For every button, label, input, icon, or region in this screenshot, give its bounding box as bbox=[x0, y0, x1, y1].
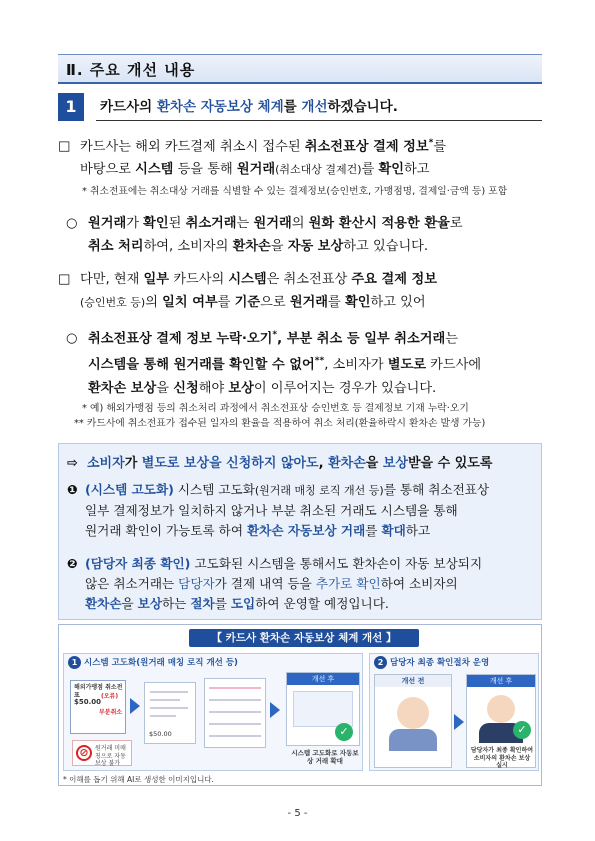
text-highlight: 보상 bbox=[137, 596, 163, 611]
text-bold: 원거래 bbox=[289, 295, 329, 310]
text-highlight: 담당자 bbox=[178, 576, 215, 591]
text: 로 bbox=[449, 216, 463, 231]
receipt-amount: $50.00 bbox=[149, 730, 172, 738]
text-bold: 원거래 bbox=[88, 216, 127, 231]
text: 않은 취소거래는 bbox=[85, 576, 179, 591]
text-bold: 원화 환산시 적용한 환율 bbox=[308, 216, 450, 231]
text: 을 bbox=[270, 239, 288, 254]
illustration-caption: * 이해를 돕기 위해 AI로 생성한 이미지입니다. bbox=[63, 775, 214, 784]
after-label: 개선 후 bbox=[467, 675, 535, 687]
text-small: (원거래 매칭 로직 개선 등) bbox=[254, 484, 384, 497]
text: 카드사에 bbox=[425, 357, 482, 373]
after-panel bbox=[286, 672, 360, 746]
right-panel bbox=[369, 653, 539, 771]
text-bold: 시스템 bbox=[228, 272, 267, 287]
text: 하여 운영할 예정입니다. bbox=[255, 596, 389, 611]
number-1-icon: ❶ bbox=[67, 482, 78, 497]
text: 된 bbox=[168, 216, 186, 231]
text: 을 bbox=[156, 380, 174, 396]
text: , bbox=[318, 456, 329, 471]
arrow-right-icon bbox=[454, 714, 464, 730]
text-highlight: 환차손 bbox=[85, 596, 122, 611]
slip-error: (오류) bbox=[101, 693, 119, 700]
text: 를 통해 취소전표상 bbox=[383, 482, 490, 497]
text: 일부 결제정보가 일치하지 않거나 부분 취소된 거래도 시스템을 통해 bbox=[85, 503, 458, 518]
text-highlight: 추가로 확인 bbox=[315, 576, 381, 591]
mismatch-text: 원거래 미매칭으로 자동보상 불가 bbox=[95, 745, 126, 767]
text-highlight: 환차손 bbox=[328, 456, 366, 471]
text-highlight: 보상 bbox=[382, 456, 408, 471]
text: 바탕으로 bbox=[80, 162, 136, 178]
after-label: 개선 후 bbox=[287, 673, 359, 685]
text-small: (승인번호 등) bbox=[80, 296, 146, 309]
text: 등을 통해 bbox=[173, 162, 237, 178]
text: 는 bbox=[236, 216, 254, 231]
text-bold: 원거래 bbox=[253, 216, 292, 231]
text-highlight: 도입 bbox=[230, 596, 256, 611]
subsection-header bbox=[58, 93, 542, 121]
section-header bbox=[58, 54, 542, 84]
subsection-number: 1 bbox=[58, 93, 84, 121]
text-highlight: 확대 bbox=[381, 523, 406, 538]
text: 원거래 확인이 가능토록 하여 bbox=[85, 523, 247, 538]
text: 을 bbox=[121, 596, 138, 611]
after-panel-2 bbox=[466, 674, 536, 768]
text-bold: 취소전표상 결제 정보 누락·오기 bbox=[88, 331, 273, 347]
subsection-title-highlight: 개선 bbox=[301, 99, 328, 115]
text: 하고 bbox=[404, 162, 430, 178]
text: 이 이루어지는 경우가 있습니다. bbox=[253, 380, 437, 396]
text-bold: 보상 bbox=[228, 380, 254, 396]
left-panel-head bbox=[64, 654, 362, 670]
text-bold: 원거래 bbox=[236, 162, 276, 178]
right-caption: 담당자가 최종 확인하여 소비자의 환차손 보상 실시 bbox=[470, 747, 534, 769]
footnote-mark: ** bbox=[314, 356, 325, 367]
text: 를 bbox=[328, 295, 345, 310]
text: 의 bbox=[291, 216, 309, 231]
left-caption: 시스템 고도화로 자동보상 거래 확대 bbox=[291, 749, 359, 765]
panel-title: 담당자 최종 확인절차 운영 bbox=[390, 658, 490, 668]
text: 가 bbox=[126, 216, 144, 231]
text: 하여, 소비자의 bbox=[143, 239, 233, 254]
before-label: 개선 전 bbox=[375, 675, 451, 687]
text-bold: 신청 bbox=[173, 380, 199, 396]
slip-card bbox=[70, 680, 126, 734]
page-number: - 5 - bbox=[287, 808, 308, 819]
text-bold: 확인 bbox=[143, 216, 169, 231]
text-bold: 시스템을 통해 원거래를 확인할 수 없어 bbox=[88, 357, 315, 373]
text-bold: 일부 bbox=[143, 272, 170, 287]
text: 의 bbox=[145, 295, 163, 310]
text-bold: 환차손 bbox=[232, 239, 271, 254]
text: 를 bbox=[361, 162, 379, 178]
footnote-3: ** 카드사에 취소전표가 접수된 일자의 환율을 적용하여 취소 처리(환율하락시 환차손 발생 가능) bbox=[74, 418, 486, 429]
text: 를 bbox=[214, 596, 231, 611]
text-bold: 자동 보상 bbox=[287, 239, 344, 254]
text: 고도화된 시스템을 통해서도 환차손이 자동 보상되지 bbox=[190, 556, 483, 571]
text: 가 결제 내역 등을 bbox=[214, 576, 316, 591]
text: 시스템 고도화 bbox=[173, 482, 255, 497]
text-bold: 취소거래 bbox=[185, 216, 237, 231]
text-highlight: 별도로 보상을 신청하지 않아도 bbox=[141, 456, 319, 471]
left-panel bbox=[63, 653, 363, 771]
circle-bullet: ○ bbox=[66, 216, 78, 231]
text: 를 bbox=[365, 523, 382, 538]
text-bold: 주요 결제 정보 bbox=[351, 272, 438, 287]
footnote-mark: * bbox=[428, 138, 434, 148]
square-bullet: □ bbox=[58, 272, 71, 287]
text: 는 bbox=[445, 331, 458, 347]
text: 하고 있어 bbox=[370, 295, 426, 310]
paragraph-2 bbox=[58, 212, 542, 258]
footnote-mark: * bbox=[272, 330, 278, 340]
circle-bullet: ○ bbox=[66, 331, 78, 347]
check-icon: ✓ bbox=[335, 723, 353, 741]
square-bullet: □ bbox=[58, 139, 71, 155]
illustration bbox=[58, 624, 542, 786]
text-bold: 기준 bbox=[234, 295, 261, 310]
section-title: Ⅱ. 주요 개선 내용 bbox=[66, 61, 196, 79]
paragraph-4 bbox=[58, 324, 542, 400]
text: 으로 bbox=[260, 295, 290, 310]
text: 카드사는 해외 카드결제 취소시 접수된 bbox=[80, 139, 305, 155]
number-2-icon: ❷ bbox=[67, 556, 78, 571]
arrow-right-icon bbox=[130, 698, 140, 714]
receipt-card bbox=[144, 682, 196, 744]
subsection-title-part: 를 bbox=[283, 99, 302, 115]
slip-title: 해외가맹점 취소전표 bbox=[74, 684, 123, 699]
box-heading bbox=[67, 452, 492, 471]
text-bold: 일치 여부 bbox=[162, 295, 218, 310]
panel-number: 1 bbox=[68, 656, 81, 669]
panel-number: 2 bbox=[374, 656, 387, 669]
text: , 소비자가 bbox=[324, 357, 388, 373]
text-highlight: (담당자 최종 확인) bbox=[85, 556, 191, 571]
matching-table bbox=[204, 678, 266, 748]
subsection-title-highlight: 환차손 자동보상 체계 bbox=[156, 99, 284, 115]
text: 다만, 현재 bbox=[80, 272, 144, 287]
text: 을 bbox=[365, 456, 383, 471]
text: 하여 소비자의 bbox=[380, 576, 458, 591]
subsection-title bbox=[96, 95, 542, 121]
text-bold: 취소전표상 결제 정보 bbox=[304, 139, 429, 155]
slip-amount: $50.00 bbox=[74, 698, 102, 706]
subsection-title-part: 카드사의 bbox=[100, 99, 157, 115]
text-highlight: 소비자 bbox=[87, 456, 125, 471]
text-bold: 확인 bbox=[378, 162, 405, 178]
footnote-2: * 예) 해외가맹점 등의 취소처리 과정에서 취소전표상 승인번호 등 결제정보 기재 누락·오기 bbox=[82, 403, 469, 414]
box-item-2 bbox=[67, 554, 535, 614]
text: 카드사의 bbox=[169, 272, 229, 287]
text: 해야 bbox=[198, 380, 229, 396]
box-item-1 bbox=[67, 480, 535, 541]
text: 가 bbox=[124, 456, 142, 471]
text-bold: 취소 처리 bbox=[88, 239, 144, 254]
text: 받을 수 있도록 bbox=[408, 456, 493, 471]
text: 를 bbox=[217, 295, 235, 310]
paragraph-1 bbox=[58, 132, 542, 181]
text-bold: 별도로 bbox=[387, 357, 426, 373]
right-panel-head bbox=[370, 654, 538, 670]
person-icon bbox=[397, 697, 429, 729]
text-bold: 환차손 보상 bbox=[88, 380, 157, 396]
text-small: (취소대상 결제건) bbox=[275, 163, 362, 177]
slip-partial: 부분취소 bbox=[99, 709, 123, 716]
staff-icon bbox=[487, 695, 515, 723]
arrow-right-icon bbox=[270, 702, 280, 718]
paragraph-3 bbox=[58, 268, 542, 314]
text-bold: 시스템 bbox=[135, 162, 174, 178]
text: 하는 bbox=[162, 596, 191, 611]
prohibit-icon: ⊘ bbox=[76, 745, 92, 761]
improvement-box bbox=[58, 443, 542, 620]
subsection-title-part: 하겠습니다. bbox=[327, 99, 398, 115]
illustration-title: 【 카드사 환차손 자동보상 체계 개선 】 bbox=[189, 629, 419, 647]
text-highlight: 환차손 자동보상 거래 bbox=[247, 523, 366, 538]
check-icon: ✓ bbox=[513, 721, 531, 739]
text: 하고 bbox=[405, 523, 431, 538]
before-panel bbox=[374, 674, 452, 768]
text: 은 취소전표상 bbox=[266, 272, 352, 287]
arrow-icon: ⇨ bbox=[67, 456, 78, 471]
text: 를 bbox=[433, 139, 447, 155]
footnote-1: * 취소전표에는 취소대상 거래를 식별할 수 있는 결제정보(승인번호, 가맹점명, 결제일·금액 등) 포함 bbox=[82, 186, 508, 197]
text-highlight: (시스템 고도화) bbox=[85, 482, 174, 497]
mismatch-card bbox=[72, 740, 132, 766]
text-bold: , 부분 취소 등 일부 취소거래 bbox=[277, 331, 446, 347]
text: 하고 있습니다. bbox=[343, 239, 429, 254]
text-bold: 확인 bbox=[344, 295, 371, 310]
text-highlight: 절차 bbox=[190, 596, 215, 611]
panel-title: 시스템 고도화(원거래 매칭 로직 개선 등) bbox=[84, 658, 238, 668]
